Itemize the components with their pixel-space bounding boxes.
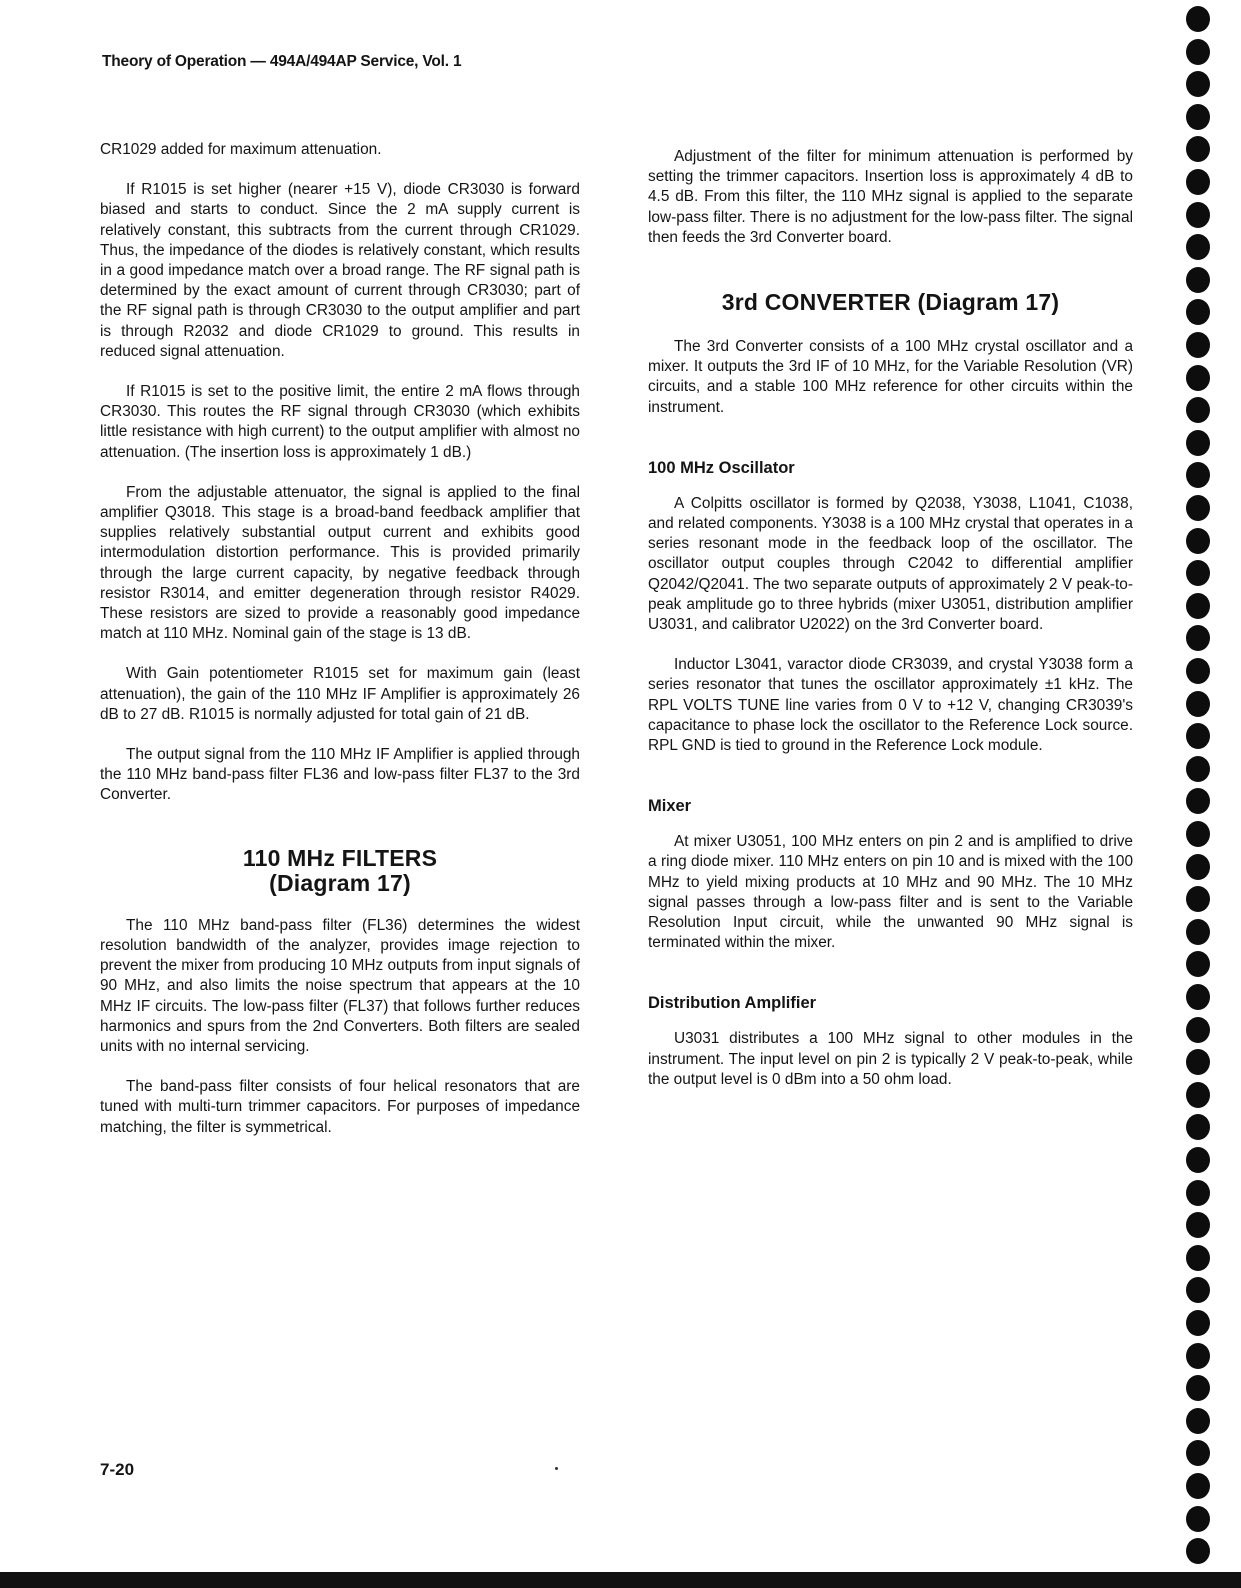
binder-hole	[1186, 1114, 1210, 1140]
section-heading-line: (Diagram 17)	[269, 869, 411, 896]
binder-hole	[1186, 1310, 1210, 1336]
binder-hole	[1186, 1147, 1210, 1173]
paragraph: From the adjustable attenuator, the signal is applied to the final amplifier Q3018. This stage is a broad-band feedback amplifier that supplies relatively substantial output current and exhibits good intermodulation distortion performance. This is provided primarily through the large current capacity, by negative feedback through resistor R3014, and emitter degeneration through resistor R4029. These resistors are sized to provide a reasonably good impedance match at 110 MHz. Nominal gain of the stage is 13 dB.	[100, 483, 580, 643]
binder-hole	[1186, 1440, 1210, 1466]
binder-hole	[1186, 462, 1210, 488]
page-number: 7-20	[100, 1460, 135, 1479]
stray-mark	[555, 1467, 558, 1470]
paragraph: The 3rd Converter consists of a 100 MHz crystal oscillator and a mixer. It outputs the 3rd IF of 10 MHz, for the Variable Resolution (VR) circuits, and a stable 100 MHz reference for other circuits within the instrument.	[648, 338, 1133, 416]
binder-hole	[1186, 919, 1210, 945]
paragraph: The band-pass filter consists of four helical resonators that are tuned with multi-turn trimmer capacitors. For purposes of impedance matching, the filter is symmetrical.	[100, 1078, 580, 1136]
binder-hole	[1186, 136, 1210, 162]
paragraph: At mixer U3051, 100 MHz enters on pin 2 and is amplified to drive a ring diode mixer. 110 MHz enters on pin 10 and is mixed with the 100 MHz to yield mixing products at 10 MHz and 90 MHz. The 10 MHz signal passes through a low-pass filter and is sent to the Variable Resolution Input circuit, while the unwanted 90 MHz signal is terminated within the mixer.	[648, 833, 1133, 952]
binder-hole	[1186, 169, 1210, 195]
binder-hole	[1186, 365, 1210, 391]
binder-hole	[1186, 593, 1210, 619]
subsection-heading-distribution: Distribution Amplifier	[648, 994, 817, 1013]
binder-hole	[1186, 723, 1210, 749]
binder-hole	[1186, 560, 1210, 586]
binder-hole	[1186, 104, 1210, 130]
paragraph: The 110 MHz band-pass filter (FL36) determines the widest resolution bandwidth of the analyzer, provides image rejection to prevent the mixer from producing 10 MHz outputs from input signals of 90 MHz, and also limits the noise spectrum that appears at the 10 MHz IF circuits. The low-pass filter (FL37) that follows further reduces harmonics and spurs from the 2nd Converters. Both filters are sealed units with no internal servicing.	[100, 916, 580, 1055]
binder-hole	[1186, 854, 1210, 880]
binder-hole	[1186, 430, 1210, 456]
binder-hole	[1186, 1180, 1210, 1206]
binder-hole	[1186, 1538, 1210, 1564]
paragraph: The output signal from the 110 MHz IF Amplifier is applied through the 110 MHz band-pass filter FL36 and low-pass filter FL37 to the 3rd Converter.	[100, 746, 580, 804]
section-heading-converter: 3rd CONVERTER (Diagram 17)	[721, 289, 1060, 316]
binder-hole	[1186, 1245, 1210, 1271]
binder-hole	[1186, 1212, 1210, 1238]
binder-hole	[1186, 1343, 1210, 1369]
binder-hole	[1186, 984, 1210, 1010]
binder-hole	[1186, 528, 1210, 554]
binder-hole	[1186, 1017, 1210, 1043]
binder-hole	[1186, 756, 1210, 782]
running-header: Theory of Operation — 494A/494AP Service, Vol. 1	[102, 53, 462, 70]
binder-hole	[1186, 1408, 1210, 1434]
paragraph: Adjustment of the filter for minimum attenuation is performed by setting the trimmer capacitors. Insertion loss is approximately 4 dB to 4.5 dB. From this filter, the 110 MHz signal is applied to the separate low-pass filter. There is no adjustment for the low-pass filter. The signal then feeds the 3rd Converter board.	[648, 148, 1133, 246]
binder-hole	[1186, 1473, 1210, 1499]
subsection-heading-oscillator: 100 MHz Oscillator	[648, 458, 795, 477]
binder-hole	[1186, 299, 1210, 325]
right-column	[648, 147, 1133, 1090]
binder-hole	[1186, 6, 1210, 32]
binder-hole	[1186, 1082, 1210, 1108]
binder-hole	[1186, 625, 1210, 651]
paragraph: If R1015 is set to the positive limit, the entire 2 mA flows through CR3030. This routes the RF signal through CR3030 (which exhibits little resistance with high current) to the output amplifier with almost no attenuation. (The insertion loss is approximately 1 dB.)	[100, 383, 580, 461]
paragraph: A Colpitts oscillator is formed by Q2038, Y3038, L1041, C1038, and related components. Y3038 is a 100 MHz crystal that operates in a series resonant mode in the feedback loop of the oscillator. The oscillator output couples through C2042 to differential amplifier Q2042/Q2041. The two separate outputs of approximately 2 V peak-to-peak amplitude go to three hybrids (mixer U3051, distribution amplifier U3031, and calibrator U2022) on the 3rd Converter board.	[648, 494, 1133, 634]
binder-hole	[1186, 951, 1210, 977]
binder-hole	[1186, 234, 1210, 260]
binder-hole	[1186, 71, 1210, 97]
binder-hole	[1186, 886, 1210, 912]
section-heading-line: 110 MHz FILTERS	[242, 844, 438, 871]
subsection-heading-mixer: Mixer	[648, 797, 692, 816]
binder-hole	[1186, 691, 1210, 717]
binder-hole	[1186, 267, 1210, 293]
paragraph: If R1015 is set higher (nearer +15 V), diode CR3030 is forward biased and starts to conduct. Since the 2 mA supply current is relatively constant, this subtracts from the current through CR1029. Thus, the impedance of the diodes is relatively constant, which results in a good impedance match over a broad range. The RF signal path is determined by the exact amount of current through CR3030; part of the RF signal path is through CR3030 to the output amplifier and part is through R2032 and diode CR1029 to ground. This results in reduced signal attenuation.	[100, 181, 580, 360]
paragraph: U3031 distributes a 100 MHz signal to other modules in the instrument. The input level on pin 2 is typically 2 V peak-to-peak, while the output level is 0 dBm into a 50 ohm load.	[648, 1030, 1133, 1088]
paragraph: With Gain potentiometer R1015 set for maximum gain (least attenuation), the gain of the 110 MHz IF Amplifier is approximately 26 dB to 27 dB. R1015 is normally adjusted for total gain of 21 dB.	[100, 665, 580, 723]
binder-hole	[1186, 495, 1210, 521]
binder-hole	[1186, 821, 1210, 847]
binder-hole	[1186, 1375, 1210, 1401]
scan-edge	[0, 1572, 1241, 1588]
binder-hole	[1186, 658, 1210, 684]
binder-hole	[1186, 332, 1210, 358]
section-heading-filters	[100, 846, 580, 896]
paragraph: Inductor L3041, varactor diode CR3039, and crystal Y3038 form a series resonator that tunes the oscillator approximately ±1 kHz. The RPL VOLTS TUNE line varies from 0 V to +12 V, changing CR3039's capacitance to phase lock the oscillator to the Reference Lock source. RPL GND is tied to ground in the Reference Lock module.	[648, 656, 1133, 755]
paragraph: CR1029 added for maximum attenuation.	[100, 141, 382, 158]
binder-hole	[1186, 1049, 1210, 1075]
binder-hole	[1186, 397, 1210, 423]
binder-hole	[1186, 788, 1210, 814]
left-column	[100, 140, 580, 1138]
binder-hole	[1186, 1277, 1210, 1303]
binder-hole	[1186, 39, 1210, 65]
binder-holes	[1186, 0, 1226, 1588]
binder-hole	[1186, 202, 1210, 228]
binder-hole	[1186, 1506, 1210, 1532]
